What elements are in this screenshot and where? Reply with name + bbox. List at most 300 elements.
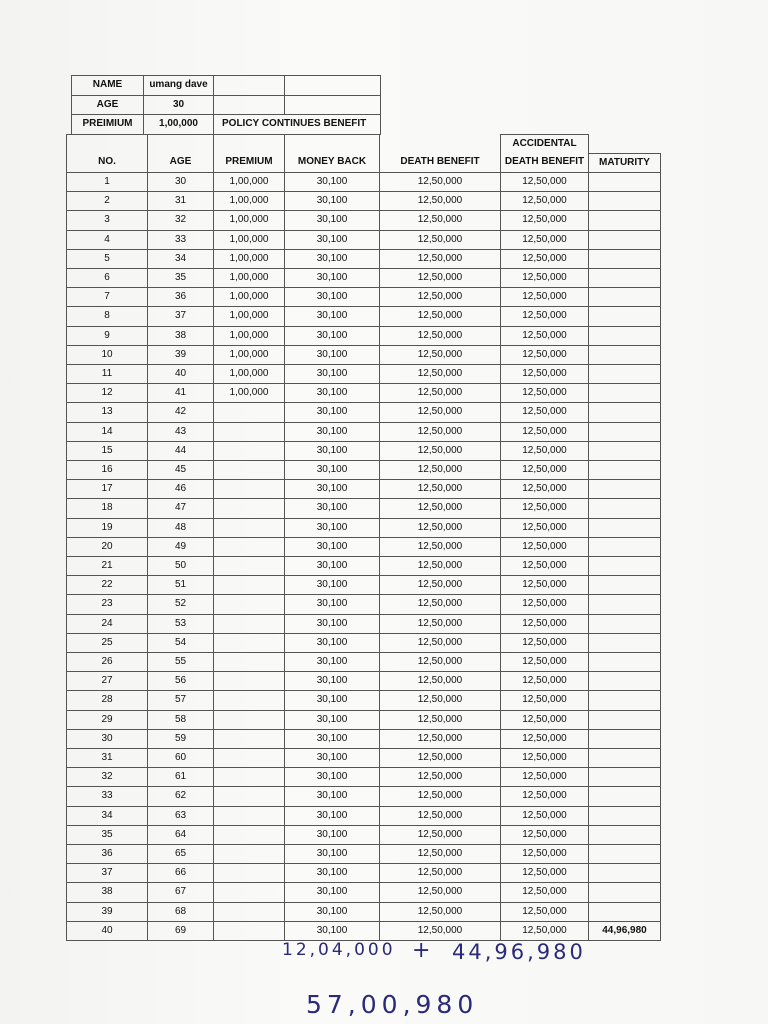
row-premium-cell bbox=[214, 556, 285, 575]
row-maturity-cell bbox=[589, 806, 661, 825]
row-money-back-cell: 30,100 bbox=[285, 921, 380, 940]
row-premium-cell: 1,00,000 bbox=[214, 345, 285, 364]
table-row bbox=[67, 710, 661, 729]
name-value: umang dave bbox=[144, 76, 214, 96]
table-row bbox=[67, 845, 661, 864]
row-premium-cell: 1,00,000 bbox=[214, 211, 285, 230]
row-accidental-benefit-cell: 12,50,000 bbox=[501, 249, 589, 268]
row-number-cell: 18 bbox=[67, 499, 148, 518]
row-number-cell: 30 bbox=[67, 729, 148, 748]
row-maturity-cell bbox=[589, 729, 661, 748]
row-money-back-cell: 30,100 bbox=[285, 845, 380, 864]
row-accidental-benefit-cell: 12,50,000 bbox=[501, 806, 589, 825]
table-row bbox=[67, 768, 661, 787]
row-number-cell: 38 bbox=[67, 883, 148, 902]
row-money-back-cell: 30,100 bbox=[285, 211, 380, 230]
row-number-cell: 12 bbox=[67, 384, 148, 403]
premium-value: 1,00,000 bbox=[144, 115, 214, 135]
row-number-cell: 37 bbox=[67, 864, 148, 883]
row-maturity-cell bbox=[589, 652, 661, 671]
table-row bbox=[67, 364, 661, 383]
blank-cell bbox=[148, 135, 214, 154]
row-age-cell: 64 bbox=[148, 825, 214, 844]
row-number-cell: 20 bbox=[67, 537, 148, 556]
row-premium-cell: 1,00,000 bbox=[214, 364, 285, 383]
row-death-benefit-cell: 12,50,000 bbox=[380, 845, 501, 864]
row-accidental-benefit-cell: 12,50,000 bbox=[501, 268, 589, 287]
table-row bbox=[67, 537, 661, 556]
row-money-back-cell: 30,100 bbox=[285, 614, 380, 633]
blank-cell bbox=[589, 135, 661, 154]
row-number-cell: 29 bbox=[67, 710, 148, 729]
table-row bbox=[67, 749, 661, 768]
handwritten-premium-total: 12,04,000 bbox=[282, 940, 396, 960]
row-death-benefit-cell: 12,50,000 bbox=[380, 288, 501, 307]
table-row bbox=[67, 883, 661, 902]
table-row bbox=[67, 806, 661, 825]
row-maturity-cell bbox=[589, 441, 661, 460]
table-row bbox=[67, 652, 661, 671]
row-accidental-benefit-cell: 12,50,000 bbox=[501, 787, 589, 806]
row-age-cell: 37 bbox=[148, 307, 214, 326]
row-accidental-benefit-cell: 12,50,000 bbox=[501, 403, 589, 422]
row-money-back-cell: 30,100 bbox=[285, 307, 380, 326]
row-accidental-benefit-cell: 12,50,000 bbox=[501, 230, 589, 249]
row-age-cell: 42 bbox=[148, 403, 214, 422]
table-row bbox=[67, 614, 661, 633]
row-number-cell: 10 bbox=[67, 345, 148, 364]
row-accidental-benefit-cell: 12,50,000 bbox=[501, 672, 589, 691]
row-age-cell: 44 bbox=[148, 441, 214, 460]
row-premium-cell bbox=[214, 672, 285, 691]
row-money-back-cell: 30,100 bbox=[285, 403, 380, 422]
table-row bbox=[67, 384, 661, 403]
row-age-cell: 61 bbox=[148, 768, 214, 787]
row-accidental-benefit-cell: 12,50,000 bbox=[501, 864, 589, 883]
row-age-cell: 31 bbox=[148, 192, 214, 211]
row-maturity-cell bbox=[589, 422, 661, 441]
row-premium-cell bbox=[214, 921, 285, 940]
row-age-cell: 62 bbox=[148, 787, 214, 806]
row-accidental-benefit-cell: 12,50,000 bbox=[501, 211, 589, 230]
row-age-cell: 58 bbox=[148, 710, 214, 729]
row-accidental-benefit-cell: 12,50,000 bbox=[501, 537, 589, 556]
table-row bbox=[67, 211, 661, 230]
benefit-table bbox=[66, 134, 661, 941]
row-death-benefit-cell: 12,50,000 bbox=[380, 172, 501, 191]
row-number-cell: 3 bbox=[67, 211, 148, 230]
row-death-benefit-cell: 12,50,000 bbox=[380, 441, 501, 460]
row-money-back-cell: 30,100 bbox=[285, 595, 380, 614]
row-maturity-cell bbox=[589, 576, 661, 595]
row-death-benefit-cell: 12,50,000 bbox=[380, 595, 501, 614]
row-premium-cell bbox=[214, 825, 285, 844]
table-row bbox=[67, 902, 661, 921]
row-premium-cell bbox=[214, 576, 285, 595]
row-age-cell: 69 bbox=[148, 921, 214, 940]
row-maturity-cell bbox=[589, 883, 661, 902]
row-premium-cell: 1,00,000 bbox=[214, 172, 285, 191]
row-maturity-cell bbox=[589, 249, 661, 268]
row-premium-cell bbox=[214, 460, 285, 479]
row-age-cell: 43 bbox=[148, 422, 214, 441]
row-money-back-cell: 30,100 bbox=[285, 864, 380, 883]
table-row bbox=[67, 576, 661, 595]
row-death-benefit-cell: 12,50,000 bbox=[380, 633, 501, 652]
row-age-cell: 67 bbox=[148, 883, 214, 902]
row-number-cell: 1 bbox=[67, 172, 148, 191]
row-premium-cell: 1,00,000 bbox=[214, 249, 285, 268]
row-accidental-benefit-cell: 12,50,000 bbox=[501, 633, 589, 652]
row-premium-cell bbox=[214, 902, 285, 921]
row-death-benefit-cell: 12,50,000 bbox=[380, 902, 501, 921]
blank-cell bbox=[285, 135, 380, 154]
row-age-cell: 30 bbox=[148, 172, 214, 191]
row-age-cell: 36 bbox=[148, 288, 214, 307]
row-death-benefit-cell: 12,50,000 bbox=[380, 230, 501, 249]
row-death-benefit-cell: 12,50,000 bbox=[380, 710, 501, 729]
row-money-back-cell: 30,100 bbox=[285, 364, 380, 383]
row-number-cell: 21 bbox=[67, 556, 148, 575]
row-maturity-cell bbox=[589, 595, 661, 614]
row-number-cell: 14 bbox=[67, 422, 148, 441]
row-death-benefit-cell: 12,50,000 bbox=[380, 883, 501, 902]
row-number-cell: 4 bbox=[67, 230, 148, 249]
row-death-benefit-cell: 12,50,000 bbox=[380, 192, 501, 211]
row-premium-cell bbox=[214, 864, 285, 883]
row-maturity-cell bbox=[589, 288, 661, 307]
row-accidental-benefit-cell: 12,50,000 bbox=[501, 825, 589, 844]
row-accidental-benefit-cell: 12,50,000 bbox=[501, 192, 589, 211]
table-row bbox=[67, 307, 661, 326]
row-premium-cell bbox=[214, 729, 285, 748]
row-premium-cell: 1,00,000 bbox=[214, 384, 285, 403]
row-money-back-cell: 30,100 bbox=[285, 480, 380, 499]
table-row bbox=[67, 921, 661, 940]
row-maturity-cell bbox=[589, 556, 661, 575]
row-premium-cell bbox=[214, 614, 285, 633]
row-age-cell: 53 bbox=[148, 614, 214, 633]
row-accidental-benefit-cell: 12,50,000 bbox=[501, 595, 589, 614]
row-age-cell: 45 bbox=[148, 460, 214, 479]
row-maturity-cell bbox=[589, 480, 661, 499]
row-number-cell: 35 bbox=[67, 825, 148, 844]
row-death-benefit-cell: 12,50,000 bbox=[380, 345, 501, 364]
blank-cell bbox=[67, 135, 148, 154]
row-death-benefit-cell: 12,50,000 bbox=[380, 403, 501, 422]
row-money-back-cell: 30,100 bbox=[285, 883, 380, 902]
row-death-benefit-cell: 12,50,000 bbox=[380, 729, 501, 748]
row-death-benefit-cell: 12,50,000 bbox=[380, 211, 501, 230]
row-maturity-cell bbox=[589, 672, 661, 691]
row-money-back-cell: 30,100 bbox=[285, 652, 380, 671]
row-money-back-cell: 30,100 bbox=[285, 537, 380, 556]
row-number-cell: 17 bbox=[67, 480, 148, 499]
row-death-benefit-cell: 12,50,000 bbox=[380, 499, 501, 518]
row-number-cell: 7 bbox=[67, 288, 148, 307]
row-money-back-cell: 30,100 bbox=[285, 326, 380, 345]
row-premium-cell bbox=[214, 710, 285, 729]
row-death-benefit-cell: 12,50,000 bbox=[380, 749, 501, 768]
row-premium-cell bbox=[214, 403, 285, 422]
table-row bbox=[67, 672, 661, 691]
row-death-benefit-cell: 12,50,000 bbox=[380, 825, 501, 844]
row-age-cell: 54 bbox=[148, 633, 214, 652]
policyholder-info-table bbox=[71, 75, 381, 135]
row-number-cell: 6 bbox=[67, 268, 148, 287]
row-age-cell: 56 bbox=[148, 672, 214, 691]
row-premium-cell bbox=[214, 806, 285, 825]
row-maturity-cell bbox=[589, 211, 661, 230]
row-accidental-benefit-cell: 12,50,000 bbox=[501, 652, 589, 671]
table-row bbox=[67, 518, 661, 537]
table-row bbox=[67, 633, 661, 652]
row-age-cell: 39 bbox=[148, 345, 214, 364]
table-row bbox=[67, 480, 661, 499]
row-accidental-benefit-cell: 12,50,000 bbox=[501, 307, 589, 326]
row-age-cell: 48 bbox=[148, 518, 214, 537]
handwritten-grand-total: 57,00,980 bbox=[306, 990, 479, 1019]
row-accidental-benefit-cell: 12,50,000 bbox=[501, 172, 589, 191]
table-row bbox=[67, 403, 661, 422]
row-age-cell: 65 bbox=[148, 845, 214, 864]
row-maturity-cell bbox=[589, 825, 661, 844]
row-death-benefit-cell: 12,50,000 bbox=[380, 652, 501, 671]
table-row bbox=[67, 288, 661, 307]
row-money-back-cell: 30,100 bbox=[285, 902, 380, 921]
row-maturity-cell bbox=[589, 614, 661, 633]
row-death-benefit-cell: 12,50,000 bbox=[380, 556, 501, 575]
row-number-cell: 32 bbox=[67, 768, 148, 787]
blank-cell bbox=[214, 135, 285, 154]
row-accidental-benefit-cell: 12,50,000 bbox=[501, 345, 589, 364]
row-accidental-benefit-cell: 12,50,000 bbox=[501, 921, 589, 940]
row-age-cell: 52 bbox=[148, 595, 214, 614]
row-death-benefit-cell: 12,50,000 bbox=[380, 691, 501, 710]
table-row bbox=[67, 441, 661, 460]
row-accidental-benefit-cell: 12,50,000 bbox=[501, 384, 589, 403]
row-premium-cell: 1,00,000 bbox=[214, 192, 285, 211]
row-number-cell: 26 bbox=[67, 652, 148, 671]
premium-header: PREMIUM bbox=[214, 153, 285, 172]
row-accidental-benefit-cell: 12,50,000 bbox=[501, 518, 589, 537]
row-death-benefit-cell: 12,50,000 bbox=[380, 537, 501, 556]
row-money-back-cell: 30,100 bbox=[285, 192, 380, 211]
row-premium-cell: 1,00,000 bbox=[214, 230, 285, 249]
row-money-back-cell: 30,100 bbox=[285, 806, 380, 825]
row-death-benefit-cell: 12,50,000 bbox=[380, 787, 501, 806]
row-death-benefit-cell: 12,50,000 bbox=[380, 921, 501, 940]
row-premium-cell bbox=[214, 845, 285, 864]
row-number-cell: 16 bbox=[67, 460, 148, 479]
row-premium-cell bbox=[214, 787, 285, 806]
row-premium-cell bbox=[214, 633, 285, 652]
row-death-benefit-cell: 12,50,000 bbox=[380, 384, 501, 403]
row-money-back-cell: 30,100 bbox=[285, 288, 380, 307]
row-maturity-cell bbox=[589, 518, 661, 537]
row-maturity-cell: 44,96,980 bbox=[589, 921, 661, 940]
row-maturity-cell bbox=[589, 768, 661, 787]
row-money-back-cell: 30,100 bbox=[285, 441, 380, 460]
row-maturity-cell bbox=[589, 691, 661, 710]
row-premium-cell bbox=[214, 768, 285, 787]
row-age-cell: 50 bbox=[148, 556, 214, 575]
row-death-benefit-cell: 12,50,000 bbox=[380, 672, 501, 691]
row-premium-cell: 1,00,000 bbox=[214, 307, 285, 326]
table-row bbox=[67, 595, 661, 614]
row-accidental-benefit-cell: 12,50,000 bbox=[501, 499, 589, 518]
row-money-back-cell: 30,100 bbox=[285, 787, 380, 806]
row-premium-cell bbox=[214, 441, 285, 460]
row-maturity-cell bbox=[589, 230, 661, 249]
row-money-back-cell: 30,100 bbox=[285, 172, 380, 191]
row-number-cell: 2 bbox=[67, 192, 148, 211]
row-number-cell: 36 bbox=[67, 845, 148, 864]
table-row bbox=[67, 460, 661, 479]
table-row bbox=[67, 729, 661, 748]
row-money-back-cell: 30,100 bbox=[285, 710, 380, 729]
row-money-back-cell: 30,100 bbox=[285, 633, 380, 652]
row-age-cell: 33 bbox=[148, 230, 214, 249]
row-number-cell: 27 bbox=[67, 672, 148, 691]
blank-cell bbox=[380, 135, 501, 154]
row-accidental-benefit-cell: 12,50,000 bbox=[501, 576, 589, 595]
row-maturity-cell bbox=[589, 749, 661, 768]
table-row bbox=[67, 326, 661, 345]
row-number-cell: 13 bbox=[67, 403, 148, 422]
policy-label: POLICY CONTINUES BENEFIT bbox=[214, 115, 381, 135]
row-premium-cell: 1,00,000 bbox=[214, 288, 285, 307]
row-age-cell: 46 bbox=[148, 480, 214, 499]
table-row bbox=[67, 556, 661, 575]
name-label: NAME bbox=[72, 76, 144, 96]
row-premium-cell bbox=[214, 537, 285, 556]
row-death-benefit-cell: 12,50,000 bbox=[380, 768, 501, 787]
row-accidental-benefit-cell: 12,50,000 bbox=[501, 691, 589, 710]
row-number-cell: 19 bbox=[67, 518, 148, 537]
row-age-cell: 59 bbox=[148, 729, 214, 748]
row-money-back-cell: 30,100 bbox=[285, 749, 380, 768]
row-accidental-benefit-cell: 12,50,000 bbox=[501, 883, 589, 902]
row-money-back-cell: 30,100 bbox=[285, 268, 380, 287]
row-premium-cell bbox=[214, 691, 285, 710]
age-value: 30 bbox=[144, 95, 214, 115]
row-number-cell: 34 bbox=[67, 806, 148, 825]
row-number-cell: 40 bbox=[67, 921, 148, 940]
row-maturity-cell bbox=[589, 345, 661, 364]
row-age-cell: 55 bbox=[148, 652, 214, 671]
row-premium-cell bbox=[214, 480, 285, 499]
row-age-cell: 32 bbox=[148, 211, 214, 230]
row-accidental-benefit-cell: 12,50,000 bbox=[501, 614, 589, 633]
row-number-cell: 33 bbox=[67, 787, 148, 806]
table-row bbox=[67, 691, 661, 710]
row-money-back-cell: 30,100 bbox=[285, 384, 380, 403]
row-premium-cell bbox=[214, 883, 285, 902]
row-premium-cell: 1,00,000 bbox=[214, 268, 285, 287]
row-age-cell: 66 bbox=[148, 864, 214, 883]
row-money-back-cell: 30,100 bbox=[285, 576, 380, 595]
row-money-back-cell: 30,100 bbox=[285, 556, 380, 575]
row-age-cell: 38 bbox=[148, 326, 214, 345]
row-accidental-benefit-cell: 12,50,000 bbox=[501, 556, 589, 575]
row-money-back-cell: 30,100 bbox=[285, 825, 380, 844]
row-age-cell: 47 bbox=[148, 499, 214, 518]
table-row bbox=[67, 422, 661, 441]
death-benefit-header: DEATH BENEFIT bbox=[380, 153, 501, 172]
table-row bbox=[67, 268, 661, 287]
row-accidental-benefit-cell: 12,50,000 bbox=[501, 749, 589, 768]
row-premium-cell: 1,00,000 bbox=[214, 326, 285, 345]
row-death-benefit-cell: 12,50,000 bbox=[380, 326, 501, 345]
table-row bbox=[67, 192, 661, 211]
row-death-benefit-cell: 12,50,000 bbox=[380, 480, 501, 499]
row-number-cell: 24 bbox=[67, 614, 148, 633]
row-death-benefit-cell: 12,50,000 bbox=[380, 518, 501, 537]
row-accidental-benefit-cell: 12,50,000 bbox=[501, 902, 589, 921]
row-premium-cell bbox=[214, 422, 285, 441]
row-premium-cell bbox=[214, 749, 285, 768]
row-money-back-cell: 30,100 bbox=[285, 499, 380, 518]
row-number-cell: 31 bbox=[67, 749, 148, 768]
row-maturity-cell bbox=[589, 326, 661, 345]
row-maturity-cell bbox=[589, 633, 661, 652]
row-premium-cell bbox=[214, 595, 285, 614]
row-number-cell: 11 bbox=[67, 364, 148, 383]
row-age-cell: 57 bbox=[148, 691, 214, 710]
row-death-benefit-cell: 12,50,000 bbox=[380, 268, 501, 287]
blank-cell bbox=[285, 95, 381, 115]
row-accidental-benefit-cell: 12,50,000 bbox=[501, 729, 589, 748]
row-maturity-cell bbox=[589, 787, 661, 806]
blank-cell bbox=[214, 76, 285, 96]
row-accidental-benefit-cell: 12,50,000 bbox=[501, 710, 589, 729]
row-money-back-cell: 30,100 bbox=[285, 672, 380, 691]
row-accidental-benefit-cell: 12,50,000 bbox=[501, 845, 589, 864]
row-maturity-cell bbox=[589, 537, 661, 556]
table-row bbox=[67, 172, 661, 191]
row-money-back-cell: 30,100 bbox=[285, 729, 380, 748]
row-maturity-cell bbox=[589, 710, 661, 729]
table-row bbox=[67, 230, 661, 249]
row-age-cell: 35 bbox=[148, 268, 214, 287]
row-maturity-cell bbox=[589, 192, 661, 211]
no-header: NO. bbox=[67, 153, 148, 172]
row-money-back-cell: 30,100 bbox=[285, 422, 380, 441]
row-money-back-cell: 30,100 bbox=[285, 460, 380, 479]
row-death-benefit-cell: 12,50,000 bbox=[380, 806, 501, 825]
table-row bbox=[67, 345, 661, 364]
row-number-cell: 39 bbox=[67, 902, 148, 921]
row-number-cell: 22 bbox=[67, 576, 148, 595]
row-age-cell: 68 bbox=[148, 902, 214, 921]
row-maturity-cell bbox=[589, 864, 661, 883]
row-money-back-cell: 30,100 bbox=[285, 518, 380, 537]
row-maturity-cell bbox=[589, 460, 661, 479]
row-maturity-cell bbox=[589, 403, 661, 422]
row-accidental-benefit-cell: 12,50,000 bbox=[501, 326, 589, 345]
row-maturity-cell bbox=[589, 845, 661, 864]
table-row bbox=[67, 825, 661, 844]
accidental-header: ACCIDENTAL bbox=[501, 135, 589, 154]
row-number-cell: 5 bbox=[67, 249, 148, 268]
row-death-benefit-cell: 12,50,000 bbox=[380, 864, 501, 883]
row-maturity-cell bbox=[589, 902, 661, 921]
row-death-benefit-cell: 12,50,000 bbox=[380, 576, 501, 595]
row-money-back-cell: 30,100 bbox=[285, 249, 380, 268]
table-row bbox=[67, 787, 661, 806]
row-death-benefit-cell: 12,50,000 bbox=[380, 249, 501, 268]
